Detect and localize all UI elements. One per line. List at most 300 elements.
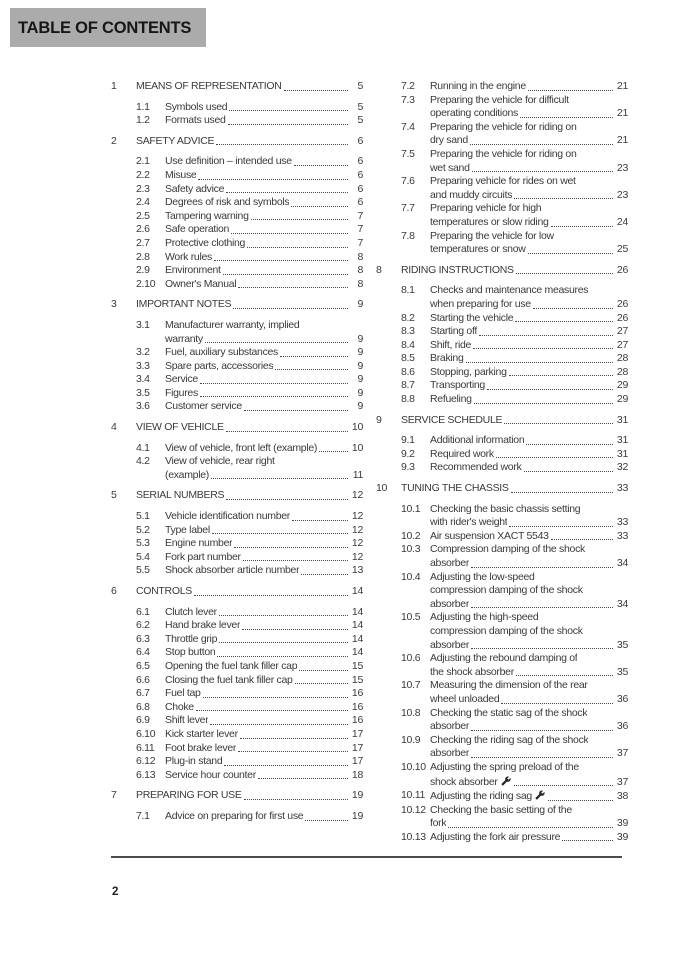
toc-entry-page: 29 bbox=[616, 379, 628, 392]
toc-entry-page: 6 bbox=[357, 182, 363, 195]
toc-entry-7.7[interactable] bbox=[376, 202, 628, 229]
toc-entry-7.5[interactable] bbox=[376, 148, 628, 175]
toc-entry-body bbox=[165, 660, 363, 674]
toc-entry-page: 31 bbox=[616, 447, 628, 460]
toc-entry-number: 6.3 bbox=[136, 632, 150, 645]
toc-entry-title: Preparing vehicle for rides on wet bbox=[430, 175, 576, 188]
toc-entry-title: Kick starter lever bbox=[165, 727, 238, 740]
toc-entry-6.10[interactable] bbox=[111, 728, 363, 742]
toc-entry-number: 6.11 bbox=[136, 741, 155, 754]
toc-entry-title: Foot brake lever bbox=[165, 741, 237, 754]
toc-entry-title: SERVICE SCHEDULE bbox=[401, 413, 503, 426]
dotted-leader bbox=[501, 703, 613, 704]
dotted-leader bbox=[196, 710, 348, 711]
toc-entry-title: IMPORTANT NOTES bbox=[136, 298, 232, 311]
toc-entry-number: 7.6 bbox=[401, 175, 415, 188]
toc-entry-4[interactable] bbox=[111, 421, 363, 435]
dotted-leader bbox=[479, 335, 613, 336]
toc-entry-10.11[interactable] bbox=[376, 789, 628, 804]
toc-entry-line bbox=[430, 831, 628, 845]
toc-entry-title: fork bbox=[430, 817, 447, 830]
toc-entry-6.6[interactable] bbox=[111, 674, 363, 688]
toc-entry-line bbox=[136, 489, 363, 503]
toc-entry-title: Adjusting the low-speed bbox=[430, 570, 535, 583]
toc-entry-line bbox=[430, 817, 628, 831]
toc-entry-7.2[interactable] bbox=[376, 80, 628, 94]
toc-entry-10.4[interactable] bbox=[376, 571, 628, 612]
toc-entry-10[interactable] bbox=[376, 482, 628, 496]
dotted-leader bbox=[234, 547, 348, 548]
toc-entry-9.2[interactable] bbox=[376, 448, 628, 462]
toc-entry-page: 7 bbox=[357, 223, 363, 236]
toc-entry-3.6[interactable] bbox=[111, 400, 363, 414]
toc-entry-page: 12 bbox=[351, 510, 363, 523]
toc-entry-title: temperatures or snow bbox=[430, 243, 526, 256]
toc-entry-body bbox=[165, 646, 363, 660]
toc-entry-8[interactable] bbox=[376, 264, 628, 278]
toc-entry-7.4[interactable] bbox=[376, 121, 628, 148]
toc-entry-number: 7.5 bbox=[401, 147, 415, 160]
toc-entry-6.9[interactable] bbox=[111, 714, 363, 728]
dotted-leader bbox=[210, 724, 348, 725]
toc-entry-page: 29 bbox=[616, 393, 628, 406]
toc-entry-body bbox=[430, 831, 628, 845]
dotted-leader bbox=[212, 533, 348, 534]
toc-entry-5.3[interactable] bbox=[111, 537, 363, 551]
toc-entry-page: 15 bbox=[351, 673, 363, 686]
toc-entry-line bbox=[430, 693, 628, 707]
toc-entry-number: 8.5 bbox=[401, 352, 415, 365]
toc-entry-7.1[interactable] bbox=[111, 810, 363, 824]
toc-entry-body bbox=[136, 80, 363, 94]
dotted-leader bbox=[472, 171, 613, 172]
toc-entry-6.2[interactable] bbox=[111, 619, 363, 633]
toc-entry-title: Vehicle identification number bbox=[165, 510, 290, 523]
toc-entry-line bbox=[165, 223, 363, 237]
toc-entry-8.1[interactable] bbox=[376, 284, 628, 311]
dotted-leader bbox=[216, 144, 348, 145]
toc-entry-number: 1.2 bbox=[136, 114, 150, 127]
toc-entry-number: 2 bbox=[111, 134, 117, 147]
toc-entry-9[interactable] bbox=[376, 414, 628, 428]
toc-entry-5.1[interactable] bbox=[111, 510, 363, 524]
toc-entry-line bbox=[165, 633, 363, 647]
toc-column-right bbox=[376, 80, 628, 844]
toc-entry-number: 6.4 bbox=[136, 646, 150, 659]
dotted-leader bbox=[511, 492, 613, 493]
toc-entry-page: 26 bbox=[616, 297, 628, 310]
toc-entry-6.3[interactable] bbox=[111, 633, 363, 647]
toc-entry-body bbox=[165, 210, 363, 224]
toc-entry-2.4[interactable] bbox=[111, 196, 363, 210]
dotted-leader bbox=[238, 287, 348, 288]
toc-entry-line bbox=[165, 687, 363, 701]
toc-entry-body bbox=[430, 202, 628, 229]
toc-entry-number: 7 bbox=[111, 789, 117, 802]
toc-entry-page: 28 bbox=[616, 352, 628, 365]
toc-entry-body bbox=[165, 101, 363, 115]
toc-entry-2.7[interactable] bbox=[111, 237, 363, 251]
toc-entry-1.1[interactable] bbox=[111, 101, 363, 115]
toc-entry-line bbox=[430, 761, 628, 775]
toc-entry-line bbox=[430, 448, 628, 462]
toc-entry-title: Clutch lever bbox=[165, 605, 217, 618]
dotted-leader bbox=[258, 778, 348, 779]
toc-entry-page: 12 bbox=[351, 523, 363, 536]
toc-entry-1.2[interactable] bbox=[111, 114, 363, 128]
dotted-leader bbox=[474, 403, 613, 404]
toc-entry-line bbox=[165, 387, 363, 401]
toc-entry-body bbox=[165, 687, 363, 701]
toc-entry-body bbox=[165, 319, 363, 346]
toc-entry-number: 6.13 bbox=[136, 768, 156, 781]
dotted-leader bbox=[226, 192, 348, 193]
dotted-leader bbox=[240, 738, 348, 739]
toc-entry-4.1[interactable] bbox=[111, 442, 363, 456]
toc-entry-6[interactable] bbox=[111, 585, 363, 599]
toc-entry-number: 6.6 bbox=[136, 673, 150, 686]
toc-entry-body bbox=[430, 448, 628, 462]
toc-entry-title: Checking the basic setting of the bbox=[430, 803, 572, 816]
page-header bbox=[10, 8, 206, 47]
toc-entry-title: Preparing the vehicle for riding on bbox=[430, 147, 577, 160]
toc-entry-title: temperatures or slow riding bbox=[430, 215, 549, 228]
toc-entry-page: 31 bbox=[616, 413, 628, 426]
toc-entry-body bbox=[430, 312, 628, 326]
toc-entry-line bbox=[430, 611, 628, 625]
toc-entry-page: 39 bbox=[616, 830, 628, 843]
toc-entry-line bbox=[430, 598, 628, 612]
toc-entry-body bbox=[165, 387, 363, 401]
toc-entry-page: 6 bbox=[357, 134, 363, 147]
toc-entry-line bbox=[430, 720, 628, 734]
dotted-leader bbox=[471, 730, 613, 731]
toc-entry-5[interactable] bbox=[111, 489, 363, 503]
toc-entry-number: 1 bbox=[111, 80, 117, 92]
dotted-leader bbox=[301, 574, 348, 575]
toc-entry-number: 8.2 bbox=[401, 311, 415, 324]
toc-entry-page: 12 bbox=[351, 550, 363, 563]
toc-entry-8.7[interactable] bbox=[376, 379, 628, 393]
toc-entry-number: 9.2 bbox=[401, 447, 415, 460]
toc-entry-line bbox=[165, 701, 363, 715]
toc-entry-8.4[interactable] bbox=[376, 339, 628, 353]
toc-entry-line bbox=[430, 666, 628, 680]
toc-entry-9.3[interactable] bbox=[376, 461, 628, 475]
toc-entry-title: Checking the riding sag of the shock bbox=[430, 733, 589, 746]
toc-entry-title: absorber bbox=[430, 597, 470, 610]
toc-entry-title: Choke bbox=[165, 700, 194, 713]
toc-entry-line bbox=[165, 769, 363, 783]
toc-entry-6.1[interactable] bbox=[111, 606, 363, 620]
toc-entry-body bbox=[165, 606, 363, 620]
toc-entry-body bbox=[430, 611, 628, 652]
toc-entry-6.13[interactable] bbox=[111, 769, 363, 783]
toc-entry-10.10[interactable] bbox=[376, 761, 628, 789]
toc-entry-body bbox=[430, 94, 628, 121]
toc-entry-number: 6.5 bbox=[136, 659, 150, 672]
dotted-leader bbox=[305, 820, 348, 821]
toc-entry-page: 9 bbox=[357, 386, 363, 399]
toc-entry-number: 6.8 bbox=[136, 700, 150, 713]
dotted-leader bbox=[504, 423, 613, 424]
toc-entry-line bbox=[430, 679, 628, 693]
toc-entry-title: Preparing the vehicle for difficult bbox=[430, 93, 569, 106]
dotted-leader bbox=[203, 697, 348, 698]
toc-entry-number: 2.8 bbox=[136, 250, 150, 263]
toc-entry-page: 14 bbox=[351, 619, 363, 632]
toc-entry-2.3[interactable] bbox=[111, 183, 363, 197]
toc-entry-title: when preparing for use bbox=[430, 297, 531, 310]
toc-entry-10.7[interactable] bbox=[376, 679, 628, 706]
toc-entry-1[interactable] bbox=[111, 80, 363, 94]
toc-entry-body bbox=[165, 223, 363, 237]
toc-entry-title: Tampering warning bbox=[165, 209, 249, 222]
toc-entry-number: 2.1 bbox=[136, 155, 150, 168]
toc-entry-2.8[interactable] bbox=[111, 251, 363, 265]
toc-entry-page: 8 bbox=[357, 264, 363, 277]
toc-entry-page: 5 bbox=[357, 114, 363, 127]
dotted-leader bbox=[291, 206, 348, 207]
dotted-leader bbox=[247, 247, 348, 248]
toc-entry-page: 28 bbox=[616, 365, 628, 378]
toc-entry-body bbox=[165, 619, 363, 633]
toc-entry-title: dry sand bbox=[430, 134, 468, 147]
toc-entry-line bbox=[430, 162, 628, 176]
toc-entry-line bbox=[430, 530, 628, 544]
toc-entry-9.1[interactable] bbox=[376, 434, 628, 448]
toc-entry-2.1[interactable] bbox=[111, 155, 363, 169]
dotted-leader bbox=[515, 321, 613, 322]
toc-entry-page: 16 bbox=[351, 687, 363, 700]
toc-entry-2.5[interactable] bbox=[111, 210, 363, 224]
dotted-leader bbox=[487, 389, 613, 390]
toc-entry-page: 8 bbox=[357, 250, 363, 263]
toc-entry-line bbox=[136, 80, 363, 94]
toc-entry-2[interactable] bbox=[111, 135, 363, 149]
toc-entry-title: Adjusting the rebound damping of bbox=[430, 652, 578, 665]
toc-entry-10.12[interactable] bbox=[376, 804, 628, 831]
toc-entry-number: 4.1 bbox=[136, 441, 150, 454]
dotted-leader bbox=[219, 615, 348, 616]
dotted-leader bbox=[284, 90, 348, 91]
toc-entry-title: Opening the fuel tank filler cap bbox=[165, 659, 298, 672]
toc-entry-title: Advice on preparing for first use bbox=[165, 809, 304, 822]
toc-column-left bbox=[111, 80, 363, 824]
toc-entry-line bbox=[430, 625, 628, 639]
toc-entry-page: 17 bbox=[351, 741, 363, 754]
toc-entry-page: 9 bbox=[357, 346, 363, 359]
toc-entry-title: Use definition – intended use bbox=[165, 155, 292, 168]
toc-entry-title: compression damping of the shock bbox=[430, 624, 583, 637]
toc-entry-10.5[interactable] bbox=[376, 611, 628, 652]
toc-entry-title: Formats used bbox=[165, 114, 226, 127]
toc-entry-line bbox=[430, 134, 628, 148]
toc-entry-number: 10.4 bbox=[401, 570, 421, 583]
toc-entry-7[interactable] bbox=[111, 789, 363, 803]
dotted-leader bbox=[211, 478, 348, 479]
toc-entry-2.2[interactable] bbox=[111, 169, 363, 183]
toc-entry-title: Shift lever bbox=[165, 714, 209, 727]
toc-entry-number: 2.7 bbox=[136, 236, 150, 249]
toc-entry-title: Additional information bbox=[430, 434, 525, 447]
toc-entry-line bbox=[165, 810, 363, 824]
dotted-leader bbox=[496, 457, 613, 458]
toc-entry-line bbox=[430, 202, 628, 216]
wrench-icon bbox=[501, 776, 511, 786]
toc-entry-line bbox=[136, 135, 363, 149]
toc-entry-3.1[interactable] bbox=[111, 319, 363, 346]
toc-entry-number: 10.5 bbox=[401, 611, 421, 624]
toc-entry-body bbox=[430, 175, 628, 202]
toc-entry-line bbox=[165, 278, 363, 292]
dotted-leader bbox=[231, 233, 348, 234]
toc-entry-page: 34 bbox=[616, 597, 628, 610]
dotted-leader bbox=[526, 444, 613, 445]
toc-entry-body bbox=[430, 434, 628, 448]
toc-entry-3.3[interactable] bbox=[111, 360, 363, 374]
toc-entry-title: Refueling bbox=[430, 393, 472, 406]
toc-entry-5.2[interactable] bbox=[111, 524, 363, 538]
toc-entry-8.3[interactable] bbox=[376, 325, 628, 339]
toc-entry-number: 3.6 bbox=[136, 400, 150, 413]
toc-entry-7.3[interactable] bbox=[376, 94, 628, 121]
toc-entry-2.6[interactable] bbox=[111, 223, 363, 237]
toc-entry-title: Adjusting the high-speed bbox=[430, 611, 539, 624]
toc-entry-line bbox=[430, 557, 628, 571]
toc-entry-2.9[interactable] bbox=[111, 264, 363, 278]
toc-entry-title: Throttle grip bbox=[165, 632, 218, 645]
toc-entry-number: 6.1 bbox=[136, 605, 150, 618]
toc-entry-page: 17 bbox=[351, 755, 363, 768]
dotted-leader bbox=[200, 396, 348, 397]
toc-entry-number: 10.12 bbox=[401, 803, 426, 816]
toc-entry-body bbox=[165, 564, 363, 578]
toc-entry-body bbox=[430, 325, 628, 339]
toc-entry-title: Adjusting the riding sag bbox=[430, 790, 532, 803]
toc-entry-number: 10.1 bbox=[401, 502, 421, 515]
toc-entry-3[interactable] bbox=[111, 298, 363, 312]
toc-entry-number: 6.2 bbox=[136, 619, 150, 632]
toc-entry-line bbox=[165, 333, 363, 347]
toc-entry-page: 12 bbox=[351, 489, 363, 502]
dotted-leader bbox=[516, 273, 613, 274]
toc-entry-line bbox=[165, 210, 363, 224]
toc-entry-body bbox=[430, 707, 628, 734]
dotted-leader bbox=[214, 260, 348, 261]
toc-entry-body bbox=[165, 169, 363, 183]
toc-entry-line bbox=[165, 155, 363, 169]
toc-entry-10.9[interactable] bbox=[376, 734, 628, 761]
dotted-leader bbox=[514, 785, 613, 786]
toc-entry-10.3[interactable] bbox=[376, 543, 628, 570]
toc-entry-body bbox=[165, 769, 363, 783]
toc-entry-10.6[interactable] bbox=[376, 652, 628, 679]
toc-entry-10.8[interactable] bbox=[376, 707, 628, 734]
toc-entry-4.2[interactable] bbox=[111, 455, 363, 482]
dotted-leader bbox=[299, 670, 348, 671]
toc-entry-10.2[interactable] bbox=[376, 530, 628, 544]
toc-entry-line bbox=[165, 728, 363, 742]
toc-entry-number: 5 bbox=[111, 489, 117, 502]
toc-entry-page: 27 bbox=[616, 325, 628, 338]
page-number: 2 bbox=[112, 886, 119, 898]
toc-entry-line bbox=[165, 264, 363, 278]
dotted-leader bbox=[524, 471, 614, 472]
toc-entry-title: Stopping, parking bbox=[430, 365, 507, 378]
toc-entry-title: CONTROLS bbox=[136, 585, 192, 597]
toc-entry-number: 3.3 bbox=[136, 359, 150, 372]
toc-entry-6.5[interactable] bbox=[111, 660, 363, 674]
toc-entry-body bbox=[165, 551, 363, 565]
toc-entry-line bbox=[165, 742, 363, 756]
toc-entry-8.5[interactable] bbox=[376, 352, 628, 366]
toc-entry-number: 2.3 bbox=[136, 182, 150, 195]
wrench-icon bbox=[535, 790, 545, 800]
toc-entry-6.8[interactable] bbox=[111, 701, 363, 715]
toc-entry-page: 23 bbox=[616, 188, 628, 201]
toc-entry-6.11[interactable] bbox=[111, 742, 363, 756]
dotted-leader bbox=[217, 656, 348, 657]
toc-entry-page: 14 bbox=[351, 632, 363, 645]
toc-entry-page: 35 bbox=[616, 638, 628, 651]
toc-entry-page: 26 bbox=[616, 311, 628, 324]
toc-entry-6.4[interactable] bbox=[111, 646, 363, 660]
toc-entry-line bbox=[430, 216, 628, 230]
toc-entry-title: wheel unloaded bbox=[430, 692, 500, 705]
toc-entry-2.10[interactable] bbox=[111, 278, 363, 292]
dotted-leader bbox=[448, 827, 613, 828]
toc-entry-7.6[interactable] bbox=[376, 175, 628, 202]
toc-entry-10.13[interactable] bbox=[376, 831, 628, 845]
toc-entry-page: 33 bbox=[616, 482, 628, 495]
toc-entry-3.5[interactable] bbox=[111, 387, 363, 401]
toc-entry-body bbox=[136, 298, 363, 312]
toc-entry-body bbox=[165, 400, 363, 414]
toc-entry-5.4[interactable] bbox=[111, 551, 363, 565]
toc-entry-line bbox=[401, 414, 628, 428]
toc-entry-title: Service bbox=[165, 373, 198, 386]
toc-entry-line bbox=[430, 189, 628, 203]
toc-entry-body bbox=[165, 264, 363, 278]
toc-entry-body bbox=[165, 524, 363, 538]
toc-entry-number: 10.11 bbox=[401, 789, 425, 802]
toc-entry-6.7[interactable] bbox=[111, 687, 363, 701]
toc-entry-title: Transporting bbox=[430, 379, 485, 392]
toc-entry-line bbox=[165, 619, 363, 633]
toc-entry-10.1[interactable] bbox=[376, 503, 628, 530]
toc-entry-5.5[interactable] bbox=[111, 564, 363, 578]
toc-entry-page: 11 bbox=[352, 468, 363, 481]
toc-entry-title: Preparing the vehicle for low bbox=[430, 229, 554, 242]
dotted-leader bbox=[223, 274, 348, 275]
toc-entry-6.12[interactable] bbox=[111, 755, 363, 769]
toc-entry-line bbox=[165, 319, 363, 333]
toc-entry-title: Preparing the vehicle for riding on bbox=[430, 120, 577, 133]
toc-entry-8.8[interactable] bbox=[376, 393, 628, 407]
dotted-leader bbox=[471, 757, 613, 758]
toc-entry-7.8[interactable] bbox=[376, 230, 628, 257]
toc-entry-3.2[interactable] bbox=[111, 346, 363, 360]
toc-entry-number: 7.2 bbox=[401, 80, 415, 92]
toc-entry-8.6[interactable] bbox=[376, 366, 628, 380]
dotted-leader bbox=[228, 124, 348, 125]
toc-entry-8.2[interactable] bbox=[376, 312, 628, 326]
toc-entry-title: Owner's Manual bbox=[165, 277, 237, 290]
toc-entry-3.4[interactable] bbox=[111, 373, 363, 387]
toc-entry-title: SERIAL NUMBERS bbox=[136, 489, 225, 502]
toc-entry-title: Recommended work bbox=[430, 461, 522, 474]
